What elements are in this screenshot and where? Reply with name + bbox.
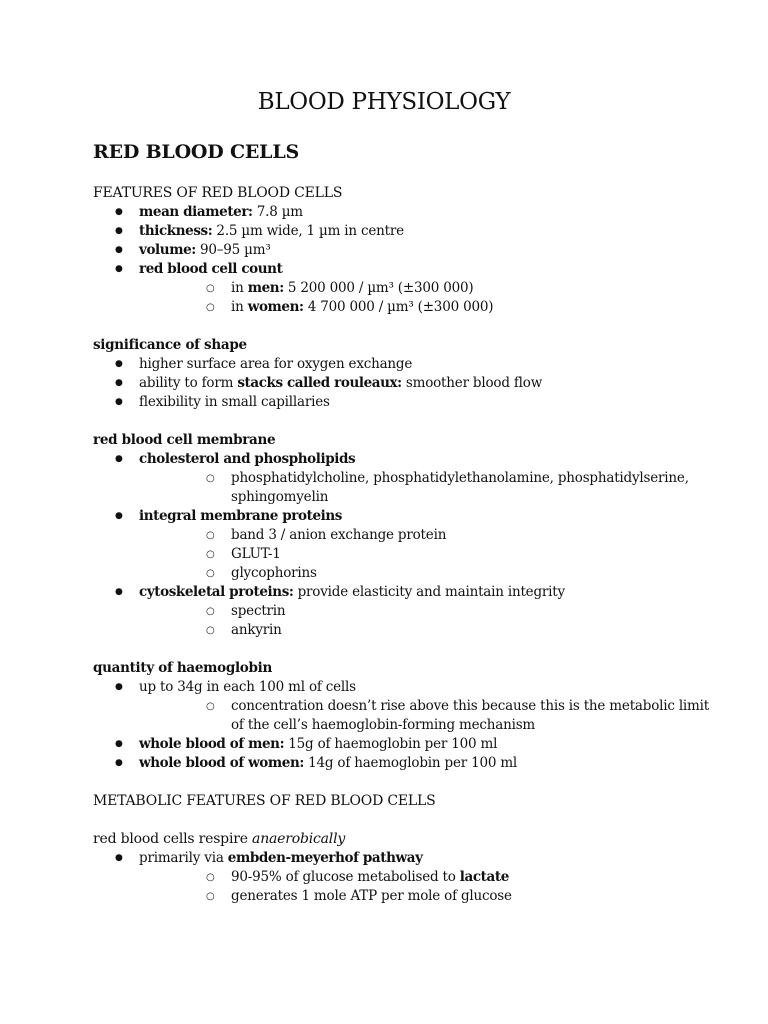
term: mean diameter:: [139, 204, 253, 220]
term: lactate: [459, 869, 509, 885]
list-item: [93, 222, 713, 241]
sub-list-item: ○ ankyrin: [139, 621, 713, 640]
term: cholesterol and phospholipids: [139, 451, 356, 467]
metabolic-lead: [93, 830, 713, 849]
shape-list: [93, 355, 713, 412]
sub-list-item: ○ phosphatidylcholine, phosphatidylethanolamine, phosphatidylserine, sphingomyelin: [139, 469, 713, 507]
definition: 15g of haemoglobin per 100 ml: [284, 736, 498, 752]
list-item: [93, 203, 713, 222]
sub-list: [139, 868, 713, 906]
definition: 90–95 µm³: [195, 242, 271, 258]
term: stacks called rouleaux:: [237, 375, 402, 391]
lead-text: red blood cells respire: [93, 831, 253, 847]
features-list: [93, 203, 713, 317]
definition: smoother blood flow: [401, 375, 543, 391]
prefix: primarily via: [139, 850, 228, 866]
term: thickness:: [139, 223, 213, 239]
definition: 7.8 µm: [252, 204, 303, 220]
list-item: ● higher surface area for oxygen exchange: [93, 355, 713, 374]
sub-list: [139, 279, 713, 317]
term: embden-meyerhof pathway: [227, 850, 423, 866]
list-item: [93, 450, 713, 507]
features-heading: FEATURES OF RED BLOOD CELLS: [93, 185, 343, 201]
sub-list-item: ○ concentration doesn’t rise above this because this is the metabolic limit of the cell’s haemoglobin-forming mechanism: [139, 697, 713, 735]
term: whole blood of women:: [139, 755, 304, 771]
metabolic-heading: METABOLIC FEATURES OF RED BLOOD CELLS: [93, 793, 436, 809]
document-body: [93, 138, 713, 906]
list-item: [93, 754, 713, 773]
term: red blood cell count: [139, 261, 283, 277]
term: integral membrane proteins: [139, 508, 342, 524]
prefix: 90-95% of glucose metabolised to: [231, 869, 460, 885]
sub-list: [139, 469, 713, 507]
list-item: [93, 241, 713, 260]
sub-list-item: ○ generates 1 mole ATP per mole of glucose: [139, 887, 713, 906]
term: women:: [247, 299, 304, 315]
list-item: [93, 735, 713, 754]
sub-list-item: [139, 279, 713, 298]
term: men:: [247, 280, 284, 296]
sub-list: [139, 602, 713, 640]
sub-list-item: ○ spectrin: [139, 602, 713, 621]
term: cytoskeletal proteins:: [139, 584, 294, 600]
metabolic-list: [93, 849, 713, 906]
definition: provide elasticity and maintain integrity: [293, 584, 565, 600]
prefix: in: [231, 280, 248, 296]
list-item: [93, 678, 713, 735]
membrane-list: [93, 450, 713, 640]
definition: 5 200 000 / µm³ (±300 000): [283, 280, 474, 296]
definition: 2.5 µm wide, 1 µm in centre: [212, 223, 404, 239]
definition: 14g of haemoglobin per 100 ml: [303, 755, 518, 771]
sub-list-item: ○ band 3 / anion exchange protein: [139, 526, 713, 545]
list-item: [93, 507, 713, 583]
term: volume:: [139, 242, 196, 258]
shape-heading: significance of shape: [93, 337, 247, 353]
definition: 4 700 000 / µm³ (±300 000): [303, 299, 494, 315]
sub-list-item: ○ GLUT-1: [139, 545, 713, 564]
item-text: up to 34g in each 100 ml of cells: [139, 679, 356, 695]
list-item: ● flexibility in small capillaries: [93, 393, 713, 412]
list-item: [93, 374, 713, 393]
sub-list: [139, 697, 713, 735]
section-heading-red-blood-cells: RED BLOOD CELLS: [93, 141, 300, 163]
sub-list-item: [139, 298, 713, 317]
list-item: [93, 583, 713, 640]
sub-list-item: ○ glycophorins: [139, 564, 713, 583]
sub-list: [139, 526, 713, 583]
list-item: [93, 849, 713, 906]
sub-list-item: [139, 868, 713, 887]
emphasis: anaerobically: [252, 831, 346, 847]
list-item: [93, 260, 713, 317]
haemoglobin-heading: quantity of haemoglobin: [93, 660, 272, 676]
prefix: ability to form: [139, 375, 238, 391]
term: whole blood of men:: [139, 736, 285, 752]
page-title: BLOOD PHYSIOLOGY: [257, 89, 511, 115]
haemoglobin-list: [93, 678, 713, 773]
prefix: in: [231, 299, 248, 315]
membrane-heading: red blood cell membrane: [93, 432, 276, 448]
